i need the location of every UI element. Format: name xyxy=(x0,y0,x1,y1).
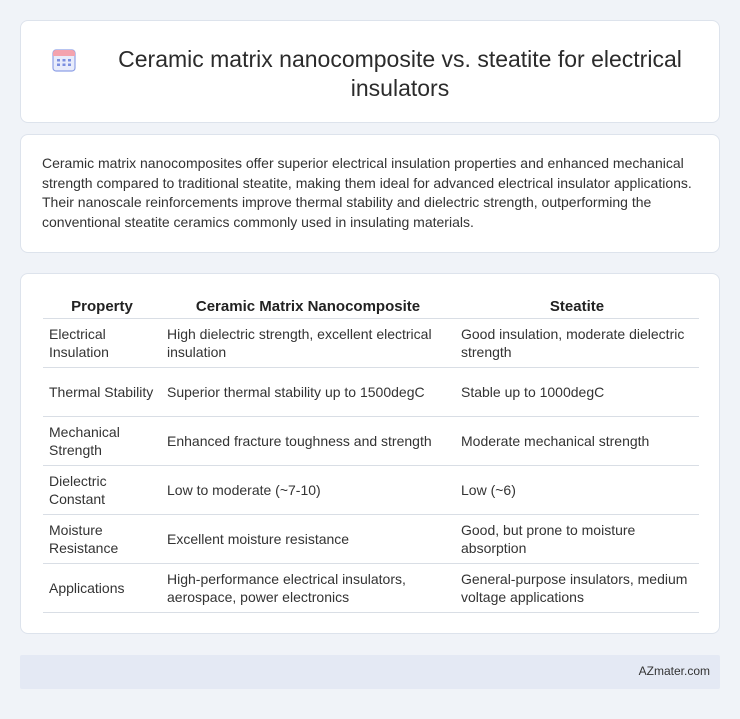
header-property: Property xyxy=(43,296,161,318)
cell-steatite: Moderate mechanical strength xyxy=(455,416,699,465)
cell-nanocomposite: Excellent moisture resistance xyxy=(161,514,455,563)
comparison-table xyxy=(43,296,699,613)
cell-property: Mechanical Strength xyxy=(43,416,161,465)
table-row xyxy=(43,416,699,465)
cell-property: Applications xyxy=(43,563,161,612)
cell-steatite: General-purpose insulators, medium voltage applications xyxy=(455,563,699,612)
footer-site-link[interactable]: AZmater.com xyxy=(638,664,710,678)
footer-bar xyxy=(20,655,720,689)
description-text: Ceramic matrix nanocomposites offer superior electrical insulation properties and enhanced mechanical strength compared to traditional steatite, making them ideal for advanced electrical insulator applications. Their nanoscale reinforcements improve thermal stability and dielectric strength, outperforming the conventional steatite ceramics commonly used in insulating materials. xyxy=(42,155,692,231)
description-card xyxy=(20,134,720,253)
title-card xyxy=(20,20,720,123)
cell-nanocomposite: Low to moderate (~7-10) xyxy=(161,465,455,514)
cell-nanocomposite: Enhanced fracture toughness and strength xyxy=(161,416,455,465)
table-header-row xyxy=(43,296,699,318)
cell-nanocomposite: High-performance electrical insulators, aerospace, power electronics xyxy=(161,563,455,612)
calendar-icon xyxy=(51,47,77,73)
page-title: Ceramic matrix nanocomposite vs. steatite for electrical insulators xyxy=(118,46,682,101)
cell-property: Moisture Resistance xyxy=(43,514,161,563)
cell-property: Dielectric Constant xyxy=(43,465,161,514)
header-nanocomposite: Ceramic Matrix Nanocomposite xyxy=(161,296,455,318)
cell-steatite: Stable up to 1000degC xyxy=(455,367,699,416)
table-row xyxy=(43,465,699,514)
header-steatite: Steatite xyxy=(455,296,699,318)
cell-steatite: Good insulation, moderate dielectric strength xyxy=(455,318,699,367)
table-row xyxy=(43,318,699,367)
table-row xyxy=(43,367,699,416)
cell-nanocomposite: Superior thermal stability up to 1500degC xyxy=(161,367,455,416)
cell-property: Thermal Stability xyxy=(43,367,161,416)
table-row xyxy=(43,563,699,612)
cell-property: Electrical Insulation xyxy=(43,318,161,367)
cell-steatite: Good, but prone to moisture absorption xyxy=(455,514,699,563)
cell-steatite: Low (~6) xyxy=(455,465,699,514)
table-row xyxy=(43,514,699,563)
comparison-card xyxy=(20,273,720,634)
cell-nanocomposite: High dielectric strength, excellent electrical insulation xyxy=(161,318,455,367)
